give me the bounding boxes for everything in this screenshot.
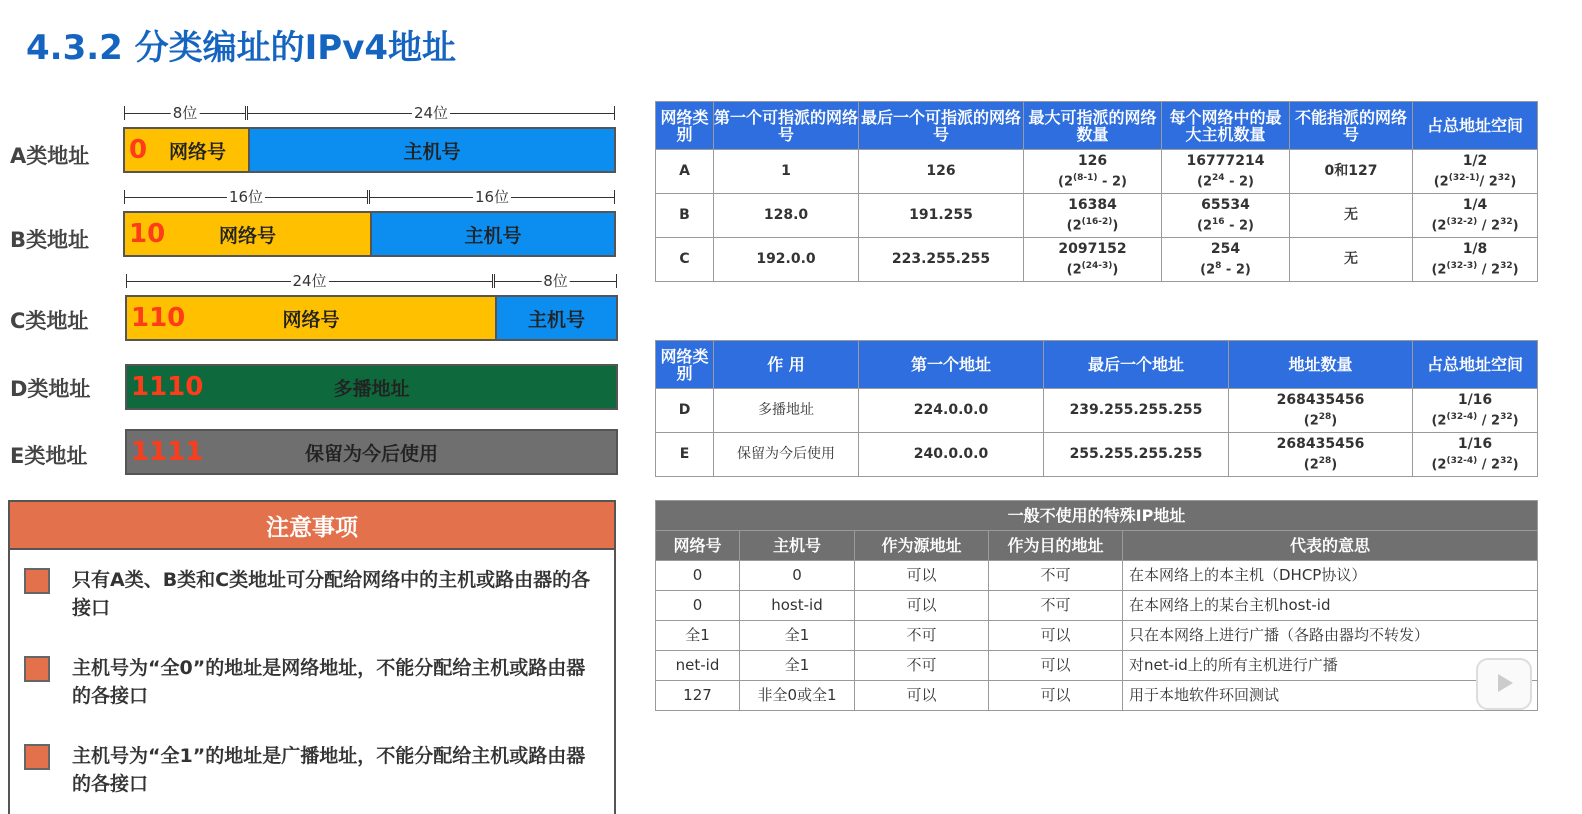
class-a-host-field: 主机号 [248, 129, 614, 171]
class-d-field [127, 366, 616, 408]
table-header: 作为源地址 [855, 531, 989, 561]
table-row [656, 150, 1538, 194]
note-item [24, 654, 604, 710]
notes-heading: 注意事项 [10, 502, 614, 550]
table-row [656, 433, 1538, 477]
table-special [655, 500, 1538, 711]
class-a-prefix: 0 [129, 135, 148, 165]
class-d-bar [125, 364, 618, 410]
cell-class: B [656, 194, 714, 238]
cell-class: C [656, 238, 714, 282]
cell-count: 268435456 $(2^{28})$ [1229, 389, 1413, 433]
note-bullet-icon [24, 744, 50, 770]
class-c-net-field [127, 297, 495, 339]
cell-class: D [656, 389, 714, 433]
formula: $(2^{(32-3)} / 2^{32})$ [1431, 260, 1519, 278]
cell-hosts: 16777214 $(2^{24} - 2)$ [1162, 150, 1290, 194]
cell-first: 192.0.0 [714, 238, 859, 282]
table-header: 作为目的地址 [989, 531, 1123, 561]
table-row [656, 194, 1538, 238]
table-row: 0 0 可以 不可 在本网络上的本主机（DHCP协议） [656, 561, 1538, 591]
class-c-net-bits: 24位 [126, 274, 493, 288]
notes-panel [8, 500, 616, 814]
cell-fraction: 1/16 $(2^{(32-4)} / 2^{32})$ [1413, 389, 1538, 433]
formula: $(2^{28})$ [1303, 455, 1338, 473]
table-header: 第一个地址 [859, 341, 1044, 389]
class-b-host-bits: 16位 [369, 190, 615, 204]
note-item [24, 742, 604, 798]
formula: $(2^{(32-4)} / 2^{32})$ [1431, 455, 1519, 473]
cell-reserved: 无 [1290, 194, 1413, 238]
cell-last: 191.255 [859, 194, 1024, 238]
cell-first: 240.0.0.0 [859, 433, 1044, 477]
table-header: 最大可指派的网络数量 [1024, 102, 1162, 150]
note-text: 只有A类、B类和C类地址可分配给网络中的主机或路由器的各接口 [72, 569, 591, 619]
formula: $(2^{24} - 2)$ [1197, 172, 1254, 190]
table-row: net-id 全1 不可 可以 对net-id上的所有主机进行广播 [656, 651, 1538, 681]
cell-fraction: 1/8 $(2^{(32-3)} / 2^{32})$ [1413, 238, 1538, 282]
cell-class: A [656, 150, 714, 194]
class-e-label: E类地址 [10, 444, 88, 468]
class-c-host-bits: 8位 [494, 274, 617, 288]
table-row [656, 238, 1538, 282]
table-header: 网络类别 [656, 102, 714, 150]
table-header: 作 用 [714, 341, 859, 389]
note-item [24, 566, 604, 622]
class-d-label: D类地址 [10, 377, 91, 401]
formula: (2$^{(8-1)}$ - 2) [1058, 172, 1127, 190]
formula: (2$^{(24-3)}$) [1066, 260, 1119, 278]
table-header: 第一个可指派的网络号 [714, 102, 859, 150]
note-text: 主机号为“全0”的地址是网络地址，不能分配给主机或路由器的各接口 [72, 657, 586, 707]
class-c-host-field: 主机号 [495, 297, 616, 339]
cell-class: E [656, 433, 714, 477]
class-a-net-field [125, 129, 248, 171]
table-header: 每个网络中的最大主机数量 [1162, 102, 1290, 150]
table-row [656, 389, 1538, 433]
class-e-prefix: 1111 [131, 437, 204, 467]
table-header: 最后一个可指派的网络号 [859, 102, 1024, 150]
cell-hosts: 65534 $(2^{16} - 2)$ [1162, 194, 1290, 238]
cell-last: 239.255.255.255 [1044, 389, 1229, 433]
class-b-host-field: 主机号 [370, 213, 614, 255]
table-row: 全1 全1 不可 可以 只在本网络上进行广播（各路由器均不转发） [656, 621, 1538, 651]
formula: $(2^{(32-4)} / 2^{32})$ [1431, 411, 1519, 429]
class-e-label: 保留为今后使用 [304, 442, 438, 465]
note-bullet-icon [24, 568, 50, 594]
formula: $(2^{16} - 2)$ [1197, 216, 1254, 234]
cell-last: 223.255.255 [859, 238, 1024, 282]
table-header: 占总地址空间 [1413, 102, 1538, 150]
class-e-bar [125, 429, 618, 475]
table-row: 127 非全0或全1 可以 可以 用于本地软件环回测试 [656, 681, 1538, 711]
class-c-bar [125, 295, 618, 341]
class-b-net-field [125, 213, 370, 255]
cell-use: 保留为今后使用 [714, 433, 859, 477]
cell-first: 128.0 [714, 194, 859, 238]
cell-reserved: 0和127 [1290, 150, 1413, 194]
table-header: 最后一个地址 [1044, 341, 1229, 389]
page-title: 4.3.2 分类编址的IPv4地址 [26, 28, 457, 68]
formula: (2$^{(16-2)}$) [1066, 216, 1119, 234]
class-d-prefix: 1110 [131, 372, 204, 402]
cell-last: 126 [859, 150, 1024, 194]
class-d-label: 多播地址 [333, 377, 410, 400]
table-header: 占总地址空间 [1413, 341, 1538, 389]
class-b-net-bits: 16位 [124, 190, 368, 204]
cell-hosts: 254 $(2^8 - 2)$ [1162, 238, 1290, 282]
class-a-net-label: 网络号 [168, 140, 226, 163]
table-header: 网络类别 [656, 341, 714, 389]
cell-first: 224.0.0.0 [859, 389, 1044, 433]
class-e-field [127, 431, 616, 473]
class-a-label: A类地址 [10, 144, 90, 168]
class-a-bar [123, 127, 616, 173]
note-text: 主机号为“全1”的地址是广播地址，不能分配给主机或路由器的各接口 [72, 745, 586, 795]
class-a-host-bits: 24位 [247, 106, 615, 120]
class-b-prefix: 10 [129, 219, 166, 249]
formula: (2$^{(32-1)}$/ $2^{32}$) [1433, 172, 1517, 190]
cell-use: 多播地址 [714, 389, 859, 433]
class-b-net-label: 网络号 [218, 224, 276, 247]
class-c-net-label: 网络号 [282, 308, 340, 331]
table-header: 不能指派的网络号 [1290, 102, 1413, 150]
cell-count: 16384 (2$^{(16-2)}$) [1024, 194, 1162, 238]
table-header: 地址数量 [1229, 341, 1413, 389]
class-c-label: C类地址 [10, 309, 89, 333]
note-bullet-icon [24, 656, 50, 682]
formula: $(2^8 - 2)$ [1200, 260, 1251, 278]
class-c-prefix: 110 [131, 303, 186, 333]
table-header: 网络号 [656, 531, 740, 561]
cell-last: 255.255.255.255 [1044, 433, 1229, 477]
cell-first: 1 [714, 150, 859, 194]
table-header: 主机号 [740, 531, 855, 561]
table-header: 代表的意思 [1123, 531, 1538, 561]
formula: $(2^{(32-2)} / 2^{32})$ [1431, 216, 1519, 234]
formula: $(2^{28})$ [1303, 411, 1338, 429]
cell-count: 126 (2$^{(8-1)}$ - 2) [1024, 150, 1162, 194]
cell-count: 268435456 $(2^{28})$ [1229, 433, 1413, 477]
table-row: 0 host-id 可以 不可 在本网络上的某台主机host-id [656, 591, 1538, 621]
cell-fraction: 1/4 $(2^{(32-2)} / 2^{32})$ [1413, 194, 1538, 238]
cell-fraction: 1/16 $(2^{(32-4)} / 2^{32})$ [1413, 433, 1538, 477]
cell-count: 2097152 (2$^{(24-3)}$) [1024, 238, 1162, 282]
class-b-label: B类地址 [10, 228, 90, 252]
class-b-bar [123, 211, 616, 257]
class-a-net-bits: 8位 [124, 106, 246, 120]
table-de [655, 340, 1538, 477]
cell-fraction: 1/2 (2$^{(32-1)}$/ $2^{32}$) [1413, 150, 1538, 194]
play-icon[interactable] [1476, 658, 1532, 710]
table-caption: 一般不使用的特殊IP地址 [656, 501, 1538, 531]
table-abc [655, 101, 1538, 282]
cell-reserved: 无 [1290, 238, 1413, 282]
